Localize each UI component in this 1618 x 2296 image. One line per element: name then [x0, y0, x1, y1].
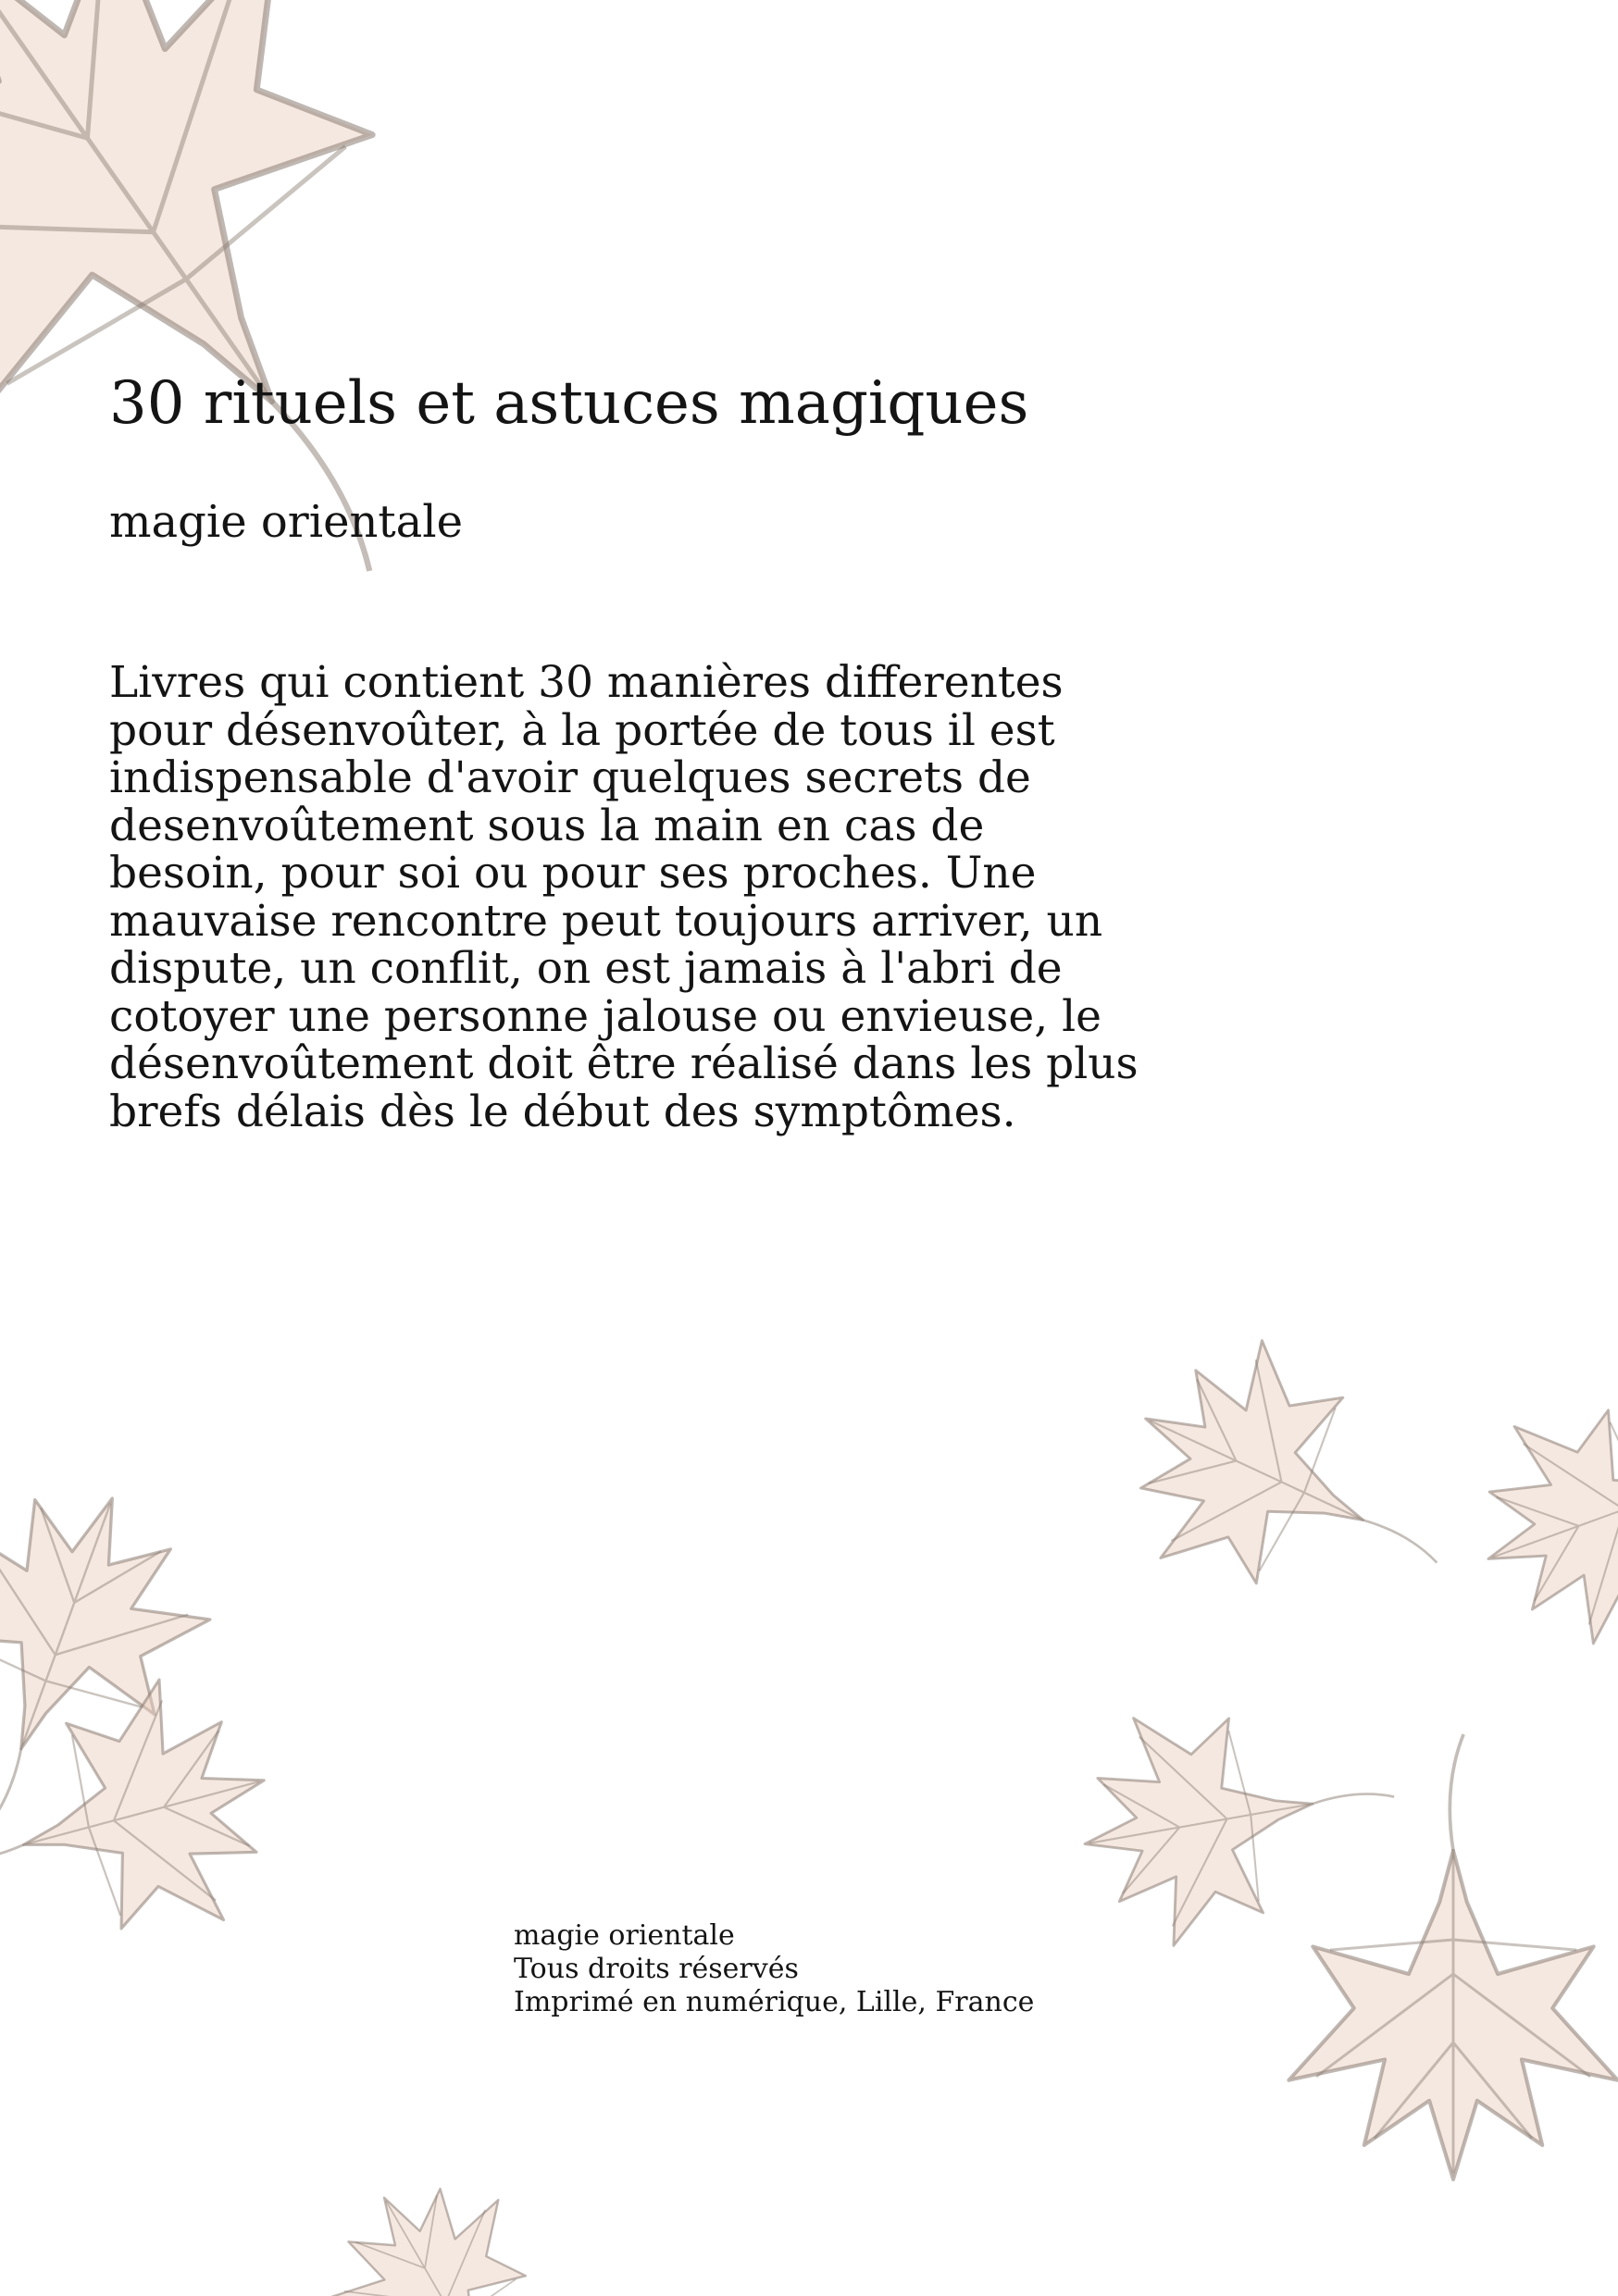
colophon-publisher: magie orientale — [514, 1919, 735, 1952]
description-line: desenvoûtement sous la main en cas de — [109, 800, 985, 851]
page-title: 30 rituels et astuces magiques — [109, 369, 1029, 438]
maple-leaf-icon — [300, 2149, 602, 2296]
book-description — [109, 659, 1248, 1136]
description-line: Livres qui contient 30 manières differentes — [109, 657, 1064, 708]
description-line: mauvaise rencontre peut toujours arriver, un — [109, 895, 1103, 947]
description-line: brefs délais dès le début des symptômes. — [109, 1086, 1016, 1137]
maple-leaf-icon — [1064, 1676, 1413, 1958]
description-line: dispute, un conflit, on est jamais à l'abri de — [109, 943, 1063, 994]
maple-leaf-icon — [0, 0, 609, 719]
description-line: besoin, pour soi ou pour ses proches. Une — [109, 848, 1037, 899]
colophon — [514, 1919, 1034, 2019]
colophon-rights: Tous droits réservés — [514, 1953, 799, 1985]
page-subtitle: magie orientale — [109, 496, 464, 548]
description-line: indispensable d'avoir quelques secrets de — [109, 752, 1031, 803]
description-line: pour désenvoûter, à la portée de tous il est — [109, 704, 1055, 756]
colophon-printing: Imprimé en numérique, Lille, France — [514, 1986, 1035, 2018]
maple-leaf-icon — [1288, 1734, 1617, 2179]
description-line: désenvoûtement doit être réalisé dans les plus — [109, 1038, 1139, 1089]
maple-leaf-icon — [1449, 1344, 1618, 1668]
description-line: cotoyer une personne jalouse ou envieuse, le — [109, 990, 1101, 1042]
maple-leaf-icon — [1095, 1309, 1491, 1664]
